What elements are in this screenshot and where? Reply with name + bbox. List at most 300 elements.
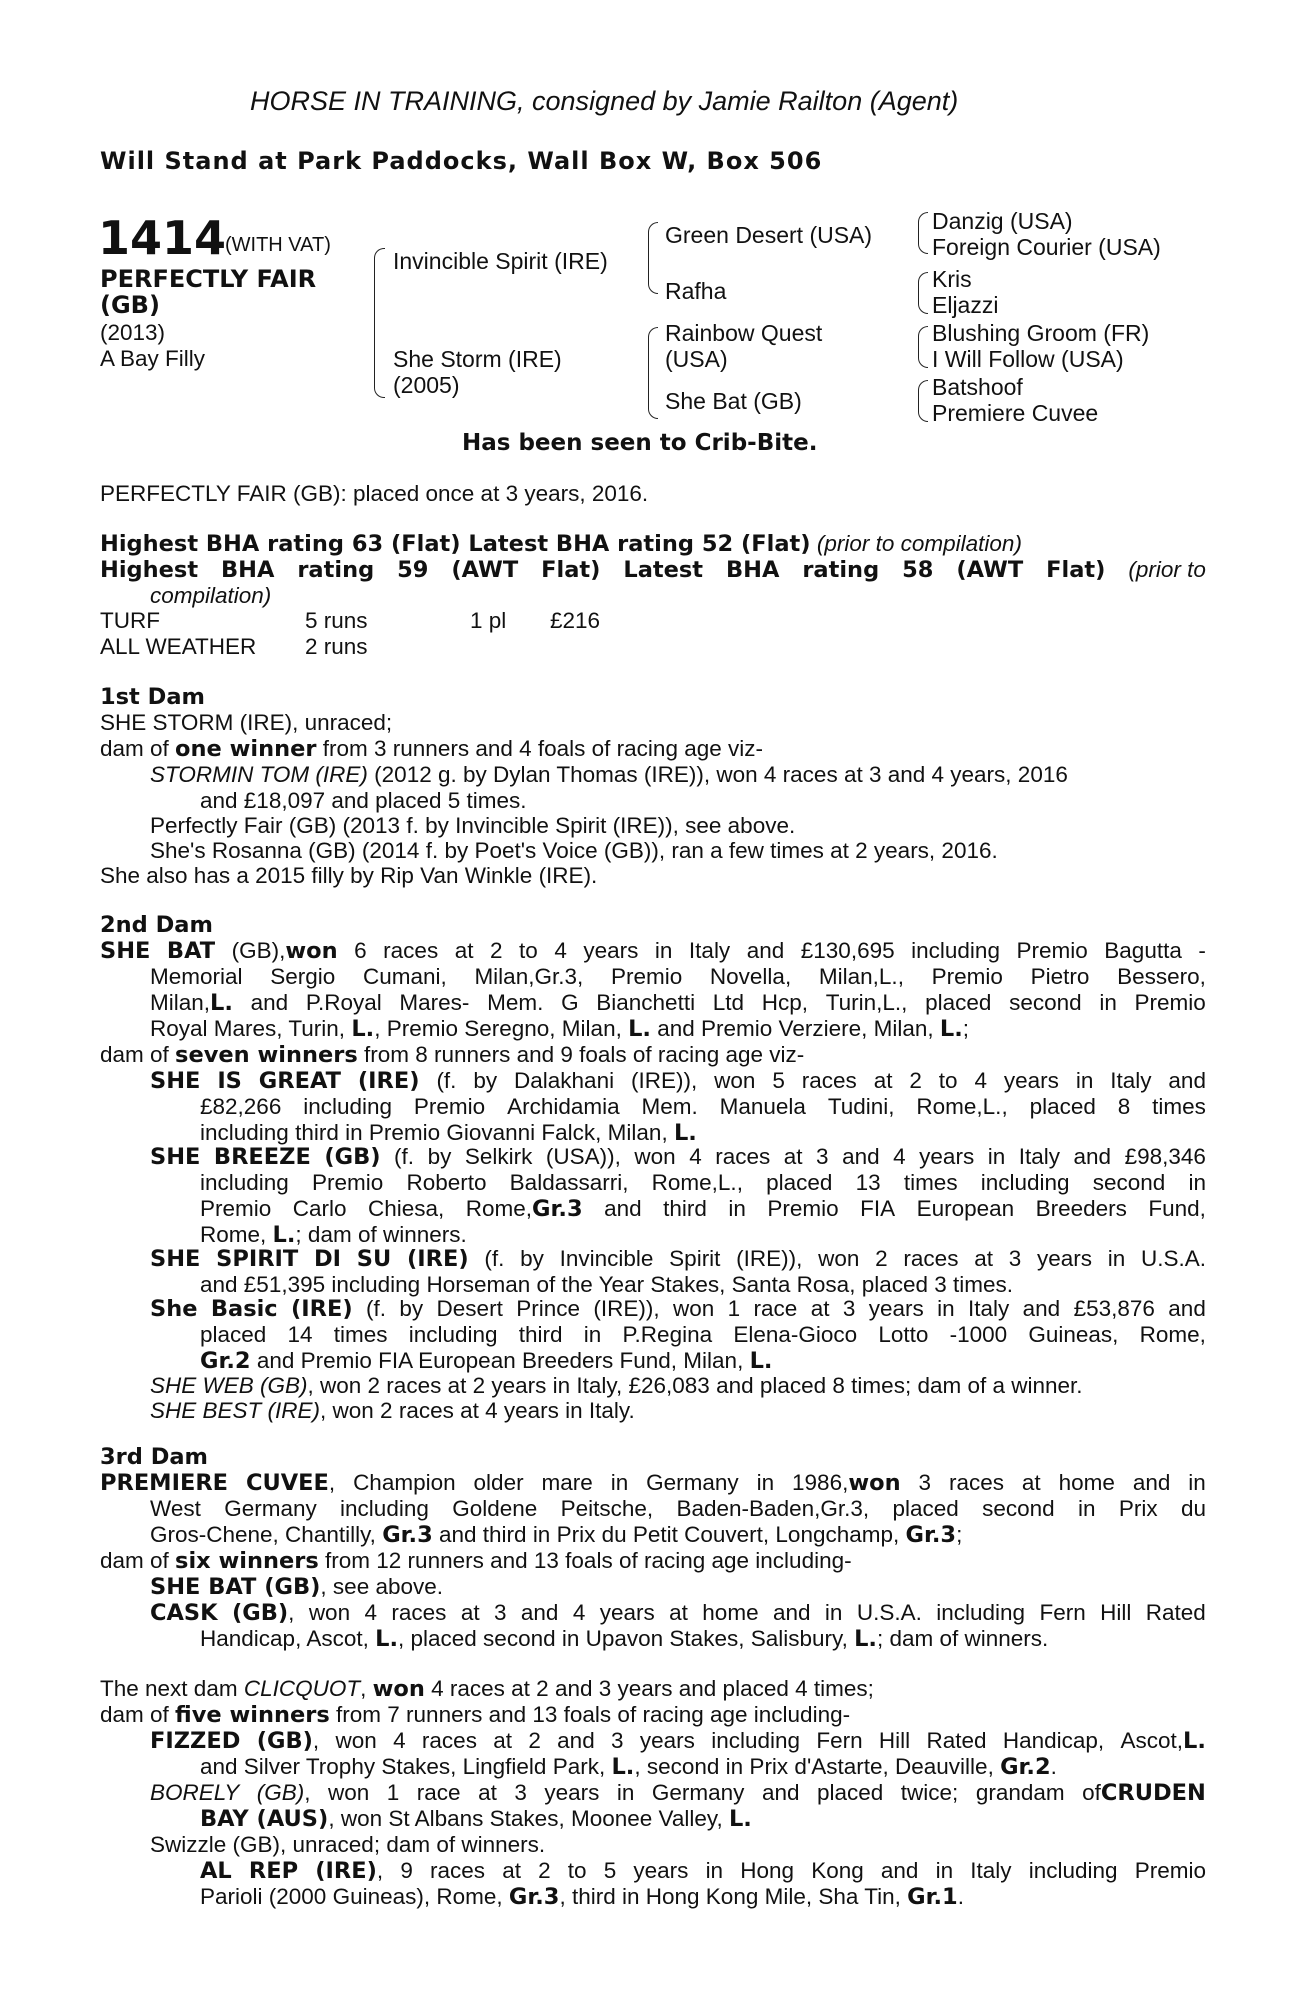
dam2-line xyxy=(200,1196,1206,1222)
word: and xyxy=(520,1600,559,1625)
word: Archidamia xyxy=(507,1094,620,1119)
word: Novella, xyxy=(709,964,792,989)
dam2-line xyxy=(200,1094,1206,1120)
word xyxy=(466,1196,583,1222)
text: L. xyxy=(854,1626,877,1652)
text: Handicap, Ascot, xyxy=(200,1626,376,1651)
word: grandam xyxy=(975,1780,1065,1805)
word: 4 xyxy=(393,1728,406,1753)
word: (f. xyxy=(436,1068,457,1093)
word-part: Turin,L. xyxy=(825,990,902,1015)
word: Premio xyxy=(413,1094,486,1119)
pedigree-gen3-2: Foreign Courier (USA) xyxy=(932,234,1161,260)
word: and xyxy=(604,1196,642,1221)
word: races xyxy=(430,1858,486,1883)
word: by xyxy=(427,1144,452,1169)
text: from 3 runners and 4 foals of racing age viz- xyxy=(316,736,763,761)
text: STORMIN TOM (IRE) xyxy=(150,762,368,787)
word: Hong xyxy=(740,1858,795,1883)
word: (IRE)), xyxy=(631,1068,698,1093)
word: Fern xyxy=(1039,1600,1086,1625)
word: Fern xyxy=(816,1728,863,1753)
word: Premio xyxy=(1016,938,1088,963)
word: in xyxy=(824,1600,843,1625)
word: P.Royal xyxy=(305,990,382,1015)
record-turf-prize: £216 xyxy=(550,608,601,633)
pedigree-gen3-7: Batshoof xyxy=(932,374,1023,400)
word: placed xyxy=(1029,1094,1096,1119)
word: placed xyxy=(892,1496,959,1521)
word: 4 xyxy=(974,1068,987,1093)
text: won xyxy=(372,1676,425,1702)
word: 3 xyxy=(611,1728,624,1753)
word: Roberto xyxy=(406,1170,487,1195)
word: 1 xyxy=(386,1780,400,1805)
word: SHE xyxy=(150,1246,201,1272)
text: ; dam of winners. xyxy=(876,1626,1049,1651)
word-part: Milan,L. xyxy=(818,964,898,989)
word-part: Gr.3 xyxy=(532,1196,583,1222)
word: to xyxy=(567,1858,587,1883)
word: P.Regina xyxy=(622,1322,713,1347)
text: from 12 runners and 13 foals of racing age including- xyxy=(318,1548,852,1573)
rating-note-continued: compilation) xyxy=(150,583,272,608)
word: placed xyxy=(925,990,992,1015)
rating-word: (AWT xyxy=(956,557,1024,583)
dam2-line xyxy=(150,1016,969,1042)
word xyxy=(150,990,233,1016)
word: Mem. xyxy=(641,1094,698,1119)
word: Ltd xyxy=(712,990,745,1015)
word-part: CRUDEN xyxy=(1100,1780,1206,1806)
word: 2 xyxy=(528,1728,541,1753)
word xyxy=(257,1780,311,1806)
word: in xyxy=(935,1858,954,1883)
word: race xyxy=(753,1296,798,1321)
rating-word: Highest xyxy=(100,557,199,583)
word: SU xyxy=(356,1246,392,1272)
dam1-line: and £18,097 and placed 5 times. xyxy=(200,788,527,813)
pedigree-gen3-3: Kris xyxy=(932,266,972,292)
dam2-line xyxy=(150,1068,1206,1094)
text: from 8 runners and 9 foals of racing age viz- xyxy=(357,1042,805,1067)
rating-word: 58 xyxy=(902,557,934,583)
word: at xyxy=(810,1296,830,1321)
word: Prix xyxy=(1118,1496,1158,1521)
text: L. xyxy=(673,1120,697,1146)
word: European xyxy=(916,1196,1015,1221)
word-part: , xyxy=(288,1600,295,1625)
text: Gros-Chene, Chantilly, xyxy=(150,1522,383,1547)
dam4-line xyxy=(100,1676,874,1702)
word: and xyxy=(1073,1144,1112,1169)
text: L. xyxy=(611,1754,635,1780)
word: in xyxy=(728,1196,746,1221)
word: at xyxy=(460,1600,480,1625)
word: Dalakhani xyxy=(514,1068,615,1093)
word: won xyxy=(308,1600,351,1625)
word: won xyxy=(714,1068,756,1093)
word: and xyxy=(772,1600,811,1625)
word: years xyxy=(919,1144,975,1169)
word: du xyxy=(1180,1496,1206,1521)
pedigree-sire-dam: Rafha xyxy=(665,278,727,304)
dam2-line xyxy=(150,964,1206,990)
rating-note: (prior to compilation) xyxy=(816,531,1022,556)
word: including xyxy=(303,1094,393,1119)
dam3-line xyxy=(150,1496,1206,1522)
word: in xyxy=(654,938,673,963)
word-part: , xyxy=(862,1496,870,1521)
brace xyxy=(374,248,385,398)
word: Premio xyxy=(610,964,683,989)
text: , second in Prix d'Astarte, Deauville, xyxy=(634,1754,1001,1779)
word: including xyxy=(340,1496,429,1521)
word: Peitsche, xyxy=(560,1496,654,1521)
word: at xyxy=(974,1246,993,1271)
word: Guineas, xyxy=(1028,1322,1119,1347)
word: third xyxy=(518,1322,563,1347)
dam2-line xyxy=(200,1170,1206,1196)
text: , third in Hong Kong Mile, Sha Tin, xyxy=(559,1884,908,1909)
word: in xyxy=(1188,1170,1206,1195)
rating-word: 59 xyxy=(397,557,429,583)
word: 4 xyxy=(572,1600,586,1625)
dam2-line xyxy=(150,1144,1206,1170)
word: (f. xyxy=(366,1296,387,1321)
word: twice; xyxy=(900,1780,959,1805)
word: in xyxy=(1188,1470,1206,1495)
dam1-line xyxy=(100,736,763,762)
text: L. xyxy=(628,1016,651,1042)
word: AL xyxy=(200,1858,232,1884)
word: at xyxy=(669,1600,688,1625)
word-part: , xyxy=(901,990,908,1015)
word: 9 xyxy=(400,1858,413,1883)
word: second xyxy=(1009,990,1082,1015)
word: £82,266 xyxy=(200,1094,282,1119)
text: Gr.2 xyxy=(200,1348,251,1374)
word: Selkirk xyxy=(464,1144,533,1169)
text: (2012 g. by Dylan Thomas (IRE)), won 4 races at 3 and 4 years, 2016 xyxy=(367,762,1068,787)
word: £130,695 xyxy=(800,938,895,963)
word: and xyxy=(1168,1068,1206,1093)
dam4-line xyxy=(200,1858,1206,1884)
word: Germany xyxy=(224,1496,317,1521)
word: 5 xyxy=(603,1858,617,1883)
word: at xyxy=(493,1728,513,1753)
word: in xyxy=(1099,990,1117,1015)
word: at xyxy=(783,1144,803,1169)
word-part: of xyxy=(1082,1780,1101,1805)
horse-origin: (GB) xyxy=(100,291,160,319)
word: 5 xyxy=(772,1068,785,1093)
pedigree-gen3-8: Premiere Cuvee xyxy=(932,400,1099,426)
word: 8 xyxy=(1117,1094,1131,1119)
text: one winner xyxy=(175,736,317,762)
word-part: won xyxy=(285,938,338,964)
word xyxy=(1120,1728,1205,1754)
text: L. xyxy=(749,1348,773,1374)
word: Premio xyxy=(1134,990,1206,1015)
word: Carlo xyxy=(292,1196,347,1221)
word: Tudini, xyxy=(827,1094,895,1119)
brace xyxy=(918,212,928,254)
word: and xyxy=(557,1728,595,1753)
word: including xyxy=(911,938,1000,963)
word: races xyxy=(903,1246,959,1271)
dam2-line xyxy=(150,1373,1083,1399)
dam1-line: Perfectly Fair (GB) (2013 f. by Invincible Spirit (IRE)), see above. xyxy=(150,813,796,838)
word: mare xyxy=(541,1470,593,1495)
word: 2 xyxy=(909,1068,922,1093)
word: Rated xyxy=(1145,1600,1206,1625)
stabling-location: Will Stand at Park Paddocks, Wall Box W, Box 506 xyxy=(100,147,823,175)
word: Fund, xyxy=(1148,1196,1206,1221)
word: Baldassarri, xyxy=(509,1170,629,1195)
text: 4 races at 2 and 3 years and placed 4 times; xyxy=(424,1676,874,1701)
dam4-line xyxy=(200,1806,752,1832)
word-part: Rome,L. xyxy=(651,1170,737,1195)
word: (IRE)), xyxy=(593,1296,660,1321)
word: placed xyxy=(766,1170,833,1195)
text: Gr.3 xyxy=(382,1522,433,1548)
word: in xyxy=(937,1296,955,1321)
word-part: , xyxy=(576,964,584,989)
dam1-line: SHE STORM (IRE), unraced; xyxy=(100,710,393,735)
word: Italy xyxy=(1018,1144,1061,1169)
pedigree-gen3-1: Danzig (USA) xyxy=(932,208,1073,234)
word: including xyxy=(408,1322,498,1347)
word: Italy xyxy=(968,1296,1010,1321)
word: years xyxy=(1036,1246,1092,1271)
word: years xyxy=(639,1728,695,1753)
text: six winners xyxy=(175,1548,319,1574)
word: (f. xyxy=(394,1144,415,1169)
word: in xyxy=(616,1780,635,1805)
record-aw-label: ALL WEATHER xyxy=(100,634,257,659)
word xyxy=(792,1470,901,1496)
word: - xyxy=(1198,938,1206,963)
word: BORELY xyxy=(150,1780,240,1805)
word: Cumani, xyxy=(362,964,447,989)
text: Gr.3 xyxy=(508,1884,560,1910)
text: and Premio Verziere, Milan, xyxy=(650,1016,940,1041)
text: The next dam xyxy=(100,1676,244,1701)
first-dam-heading: 1st Dam xyxy=(100,684,205,710)
pedigree-gen3-4: Eljazzi xyxy=(932,292,999,318)
record-aw-runs: 2 runs xyxy=(305,634,368,659)
word-part: (GB), xyxy=(231,938,286,963)
word: second xyxy=(1092,1170,1166,1195)
word: including xyxy=(200,1170,289,1195)
dam2-line xyxy=(150,1246,1206,1272)
pedigree-gen3-6: I Will Follow (USA) xyxy=(932,346,1124,372)
second-dam-heading: 2nd Dam xyxy=(100,912,213,938)
word: and xyxy=(842,1144,880,1169)
text: , won St Albans Stakes, Moonee Valley, xyxy=(328,1806,729,1831)
word: home xyxy=(1058,1470,1115,1495)
text: dam of xyxy=(100,1042,176,1067)
word: (f. xyxy=(484,1246,505,1271)
text: , won 2 races at 2 years in Italy, £26,083 and placed 8 times; dam of a winner. xyxy=(307,1373,1083,1398)
pedigree-note: Has been seen to Crib-Bite. xyxy=(462,430,818,456)
text: SHE WEB (GB) xyxy=(150,1373,308,1398)
dam4-line xyxy=(200,1754,1057,1780)
dam2-line xyxy=(150,1398,635,1424)
word: Desert xyxy=(436,1296,503,1321)
word: Premio xyxy=(1134,1858,1206,1883)
text: Rome, xyxy=(200,1222,273,1247)
record-turf-placed: 1 pl xyxy=(470,608,507,633)
word: races xyxy=(391,1600,447,1625)
word: 6 xyxy=(354,938,367,963)
text: SHE BEST (IRE) xyxy=(150,1398,321,1423)
pedigree-dam-sire-origin: (USA) xyxy=(665,346,728,372)
word-part: CUVEE xyxy=(245,1470,329,1496)
word: Spirit xyxy=(669,1246,721,1271)
word: older xyxy=(473,1470,524,1495)
word: Mem. xyxy=(487,990,544,1015)
text: Gr.2 xyxy=(1000,1754,1051,1780)
word: including xyxy=(936,1600,1026,1625)
word: in xyxy=(1075,1068,1094,1093)
word-part: , xyxy=(328,1470,336,1495)
word: 3 xyxy=(514,1780,527,1805)
word-part: , xyxy=(304,1780,311,1805)
dam3-line xyxy=(200,1626,1048,1652)
dam1-line: She's Rosanna (GB) (2014 f. by Poet's Voice (GB)), ran a few times at 2 years, 2016. xyxy=(150,838,998,863)
word-part: L. xyxy=(210,990,233,1016)
word: SPIRIT xyxy=(216,1246,299,1272)
dam2-line xyxy=(100,938,1206,964)
word: GREAT xyxy=(258,1068,341,1094)
word: FIA xyxy=(860,1196,896,1221)
page-title: HORSE IN TRAINING, consigned by Jamie Railton (Agent) xyxy=(250,86,959,116)
word: to xyxy=(938,1068,958,1093)
word: Breeders xyxy=(1035,1196,1127,1221)
rating-word: BHA xyxy=(725,557,780,583)
text: from 7 runners and 13 foals of racing age including- xyxy=(329,1702,851,1727)
word: U.S.A. xyxy=(856,1600,922,1625)
dam3-line xyxy=(100,1548,852,1574)
pedigree-gen3-5: Blushing Groom (FR) xyxy=(932,320,1150,346)
word-part: Ascot, xyxy=(1120,1728,1184,1753)
word: 3 xyxy=(918,1470,932,1495)
text: CLICQUOT xyxy=(243,1676,361,1701)
word: years xyxy=(544,1780,600,1805)
word: race xyxy=(416,1780,461,1805)
brace xyxy=(918,272,928,314)
word: Premio xyxy=(931,964,1003,989)
vat-note: (WITH VAT) xyxy=(225,234,331,256)
word: and xyxy=(1168,1296,1206,1321)
word: Germany xyxy=(646,1470,739,1495)
word xyxy=(257,1728,319,1754)
word: in xyxy=(610,1470,629,1495)
word xyxy=(819,964,904,990)
word: won xyxy=(328,1780,370,1805)
word-part: , xyxy=(736,1170,743,1195)
word: times xyxy=(333,1322,388,1347)
text: ; dam of winners. xyxy=(295,1222,467,1247)
dam3-line xyxy=(150,1574,443,1600)
word-part: Rome,L. xyxy=(916,1094,1002,1119)
dam2-line xyxy=(150,1296,1206,1322)
word: Prince xyxy=(516,1296,580,1321)
text: , placed second in Upavon Stakes, Salisbury, xyxy=(398,1626,855,1651)
text: L. xyxy=(939,1016,963,1042)
word: and xyxy=(1132,1470,1171,1495)
brace xyxy=(918,326,928,368)
word-part: , xyxy=(376,1858,384,1883)
dam3-line xyxy=(150,1522,962,1548)
word: U.S.A. xyxy=(1140,1246,1206,1271)
dam1-line xyxy=(150,762,1068,788)
word: Chiesa, xyxy=(368,1196,445,1221)
word: second xyxy=(982,1496,1055,1521)
rating-note: (prior to xyxy=(1128,557,1206,582)
word: Italy xyxy=(1110,1068,1152,1093)
word: placed xyxy=(816,1780,884,1805)
word xyxy=(232,1600,294,1626)
text: ; xyxy=(962,1016,970,1041)
word: 13 xyxy=(855,1170,881,1195)
word: at xyxy=(873,1068,893,1093)
horse-description: A Bay Filly xyxy=(100,346,206,371)
text: L. xyxy=(272,1222,296,1248)
word: years xyxy=(583,938,639,963)
word: -1000 xyxy=(949,1322,1008,1347)
word: CASK xyxy=(150,1600,218,1626)
word: (IRE) xyxy=(407,1246,469,1272)
dam2-line xyxy=(150,990,1206,1016)
rating-word: rating xyxy=(802,557,880,583)
word: (GB) xyxy=(324,1144,381,1170)
word: Italy xyxy=(970,1858,1012,1883)
word-part: (GB) xyxy=(231,1600,289,1626)
word: Bagutta xyxy=(1104,938,1182,963)
word: Italy xyxy=(688,938,731,963)
word: BAT xyxy=(166,938,216,964)
word: 2 xyxy=(875,1246,888,1271)
brace xyxy=(648,327,658,419)
rating-text: Highest BHA rating 63 (Flat) Latest BHA rating 52 (Flat) xyxy=(100,531,811,557)
word: DI xyxy=(314,1246,342,1272)
word xyxy=(652,1170,743,1196)
word: Premio xyxy=(200,1196,272,1221)
dam2-line xyxy=(100,1042,804,1068)
word xyxy=(1082,1780,1206,1806)
word: third xyxy=(663,1196,707,1221)
word: won xyxy=(818,1246,860,1271)
word: Hill xyxy=(1100,1600,1132,1625)
dam4-line xyxy=(150,1728,1206,1754)
rating-line-2 xyxy=(100,557,1206,583)
word: Kong xyxy=(811,1858,864,1883)
brace xyxy=(918,380,928,422)
text: . xyxy=(1050,1754,1057,1779)
word: by xyxy=(473,1068,498,1093)
rating-line-1 xyxy=(100,531,1022,557)
word: including xyxy=(711,1728,801,1753)
text: and Premio FIA European Breeders Fund, Milan, xyxy=(250,1348,750,1373)
text: five winners xyxy=(175,1702,330,1728)
word: years xyxy=(633,1858,689,1883)
word: Bianchetti xyxy=(596,990,696,1015)
word xyxy=(916,1094,1007,1120)
text: . xyxy=(957,1884,964,1909)
